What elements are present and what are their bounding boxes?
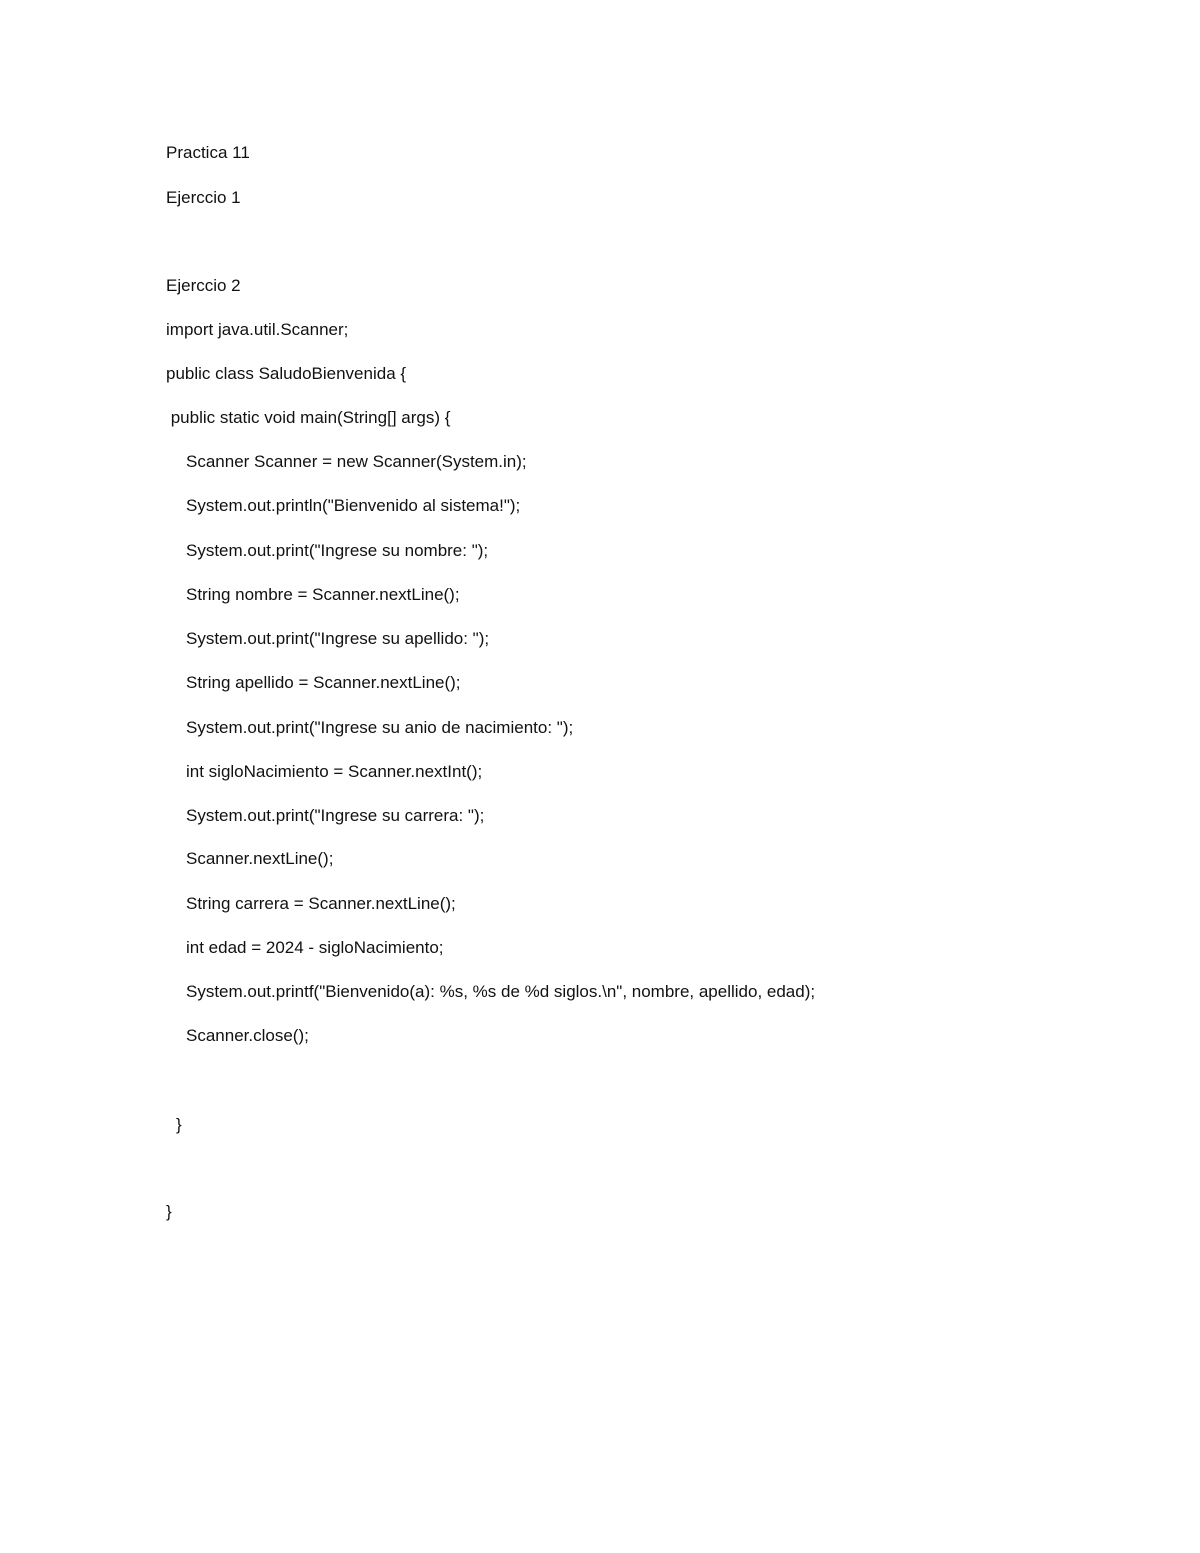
code-class-close-brace: } <box>166 1202 172 1221</box>
code-line: Scanner.close(); <box>186 1026 309 1045</box>
exercise-1-heading: Ejerccio 1 <box>166 188 241 207</box>
code-line: String carrera = Scanner.nextLine(); <box>186 894 456 913</box>
code-line: String apellido = Scanner.nextLine(); <box>186 673 461 692</box>
code-line: System.out.printf("Bienvenido(a): %s, %s de %d siglos.\n", nombre, apellido, edad); <box>186 982 816 1001</box>
code-line: System.out.print("Ingrese su apellido: "); <box>186 629 490 648</box>
code-line: String nombre = Scanner.nextLine(); <box>186 585 460 604</box>
code-main-declaration: public static void main(String[] args) { <box>166 408 451 427</box>
code-line: int sigloNacimiento = Scanner.nextInt(); <box>186 762 483 781</box>
code-line: Scanner Scanner = new Scanner(System.in); <box>186 452 527 471</box>
page-title: Practica 11 <box>166 143 250 162</box>
code-line: System.out.print("Ingrese su carrera: "); <box>186 806 485 825</box>
code-class-declaration: public class SaludoBienvenida { <box>166 364 407 383</box>
exercise-2-heading: Ejerccio 2 <box>166 276 241 295</box>
code-line: Scanner.nextLine(); <box>186 849 334 868</box>
code-method-close-brace: } <box>176 1115 182 1134</box>
code-import-line: import java.util.Scanner; <box>166 320 349 339</box>
code-line: System.out.println("Bienvenido al sistema!"); <box>186 496 521 515</box>
code-line: System.out.print("Ingrese su nombre: "); <box>186 541 489 560</box>
code-line: int edad = 2024 - sigloNacimiento; <box>186 938 444 957</box>
code-line: System.out.print("Ingrese su anio de nacimiento: "); <box>186 718 574 737</box>
